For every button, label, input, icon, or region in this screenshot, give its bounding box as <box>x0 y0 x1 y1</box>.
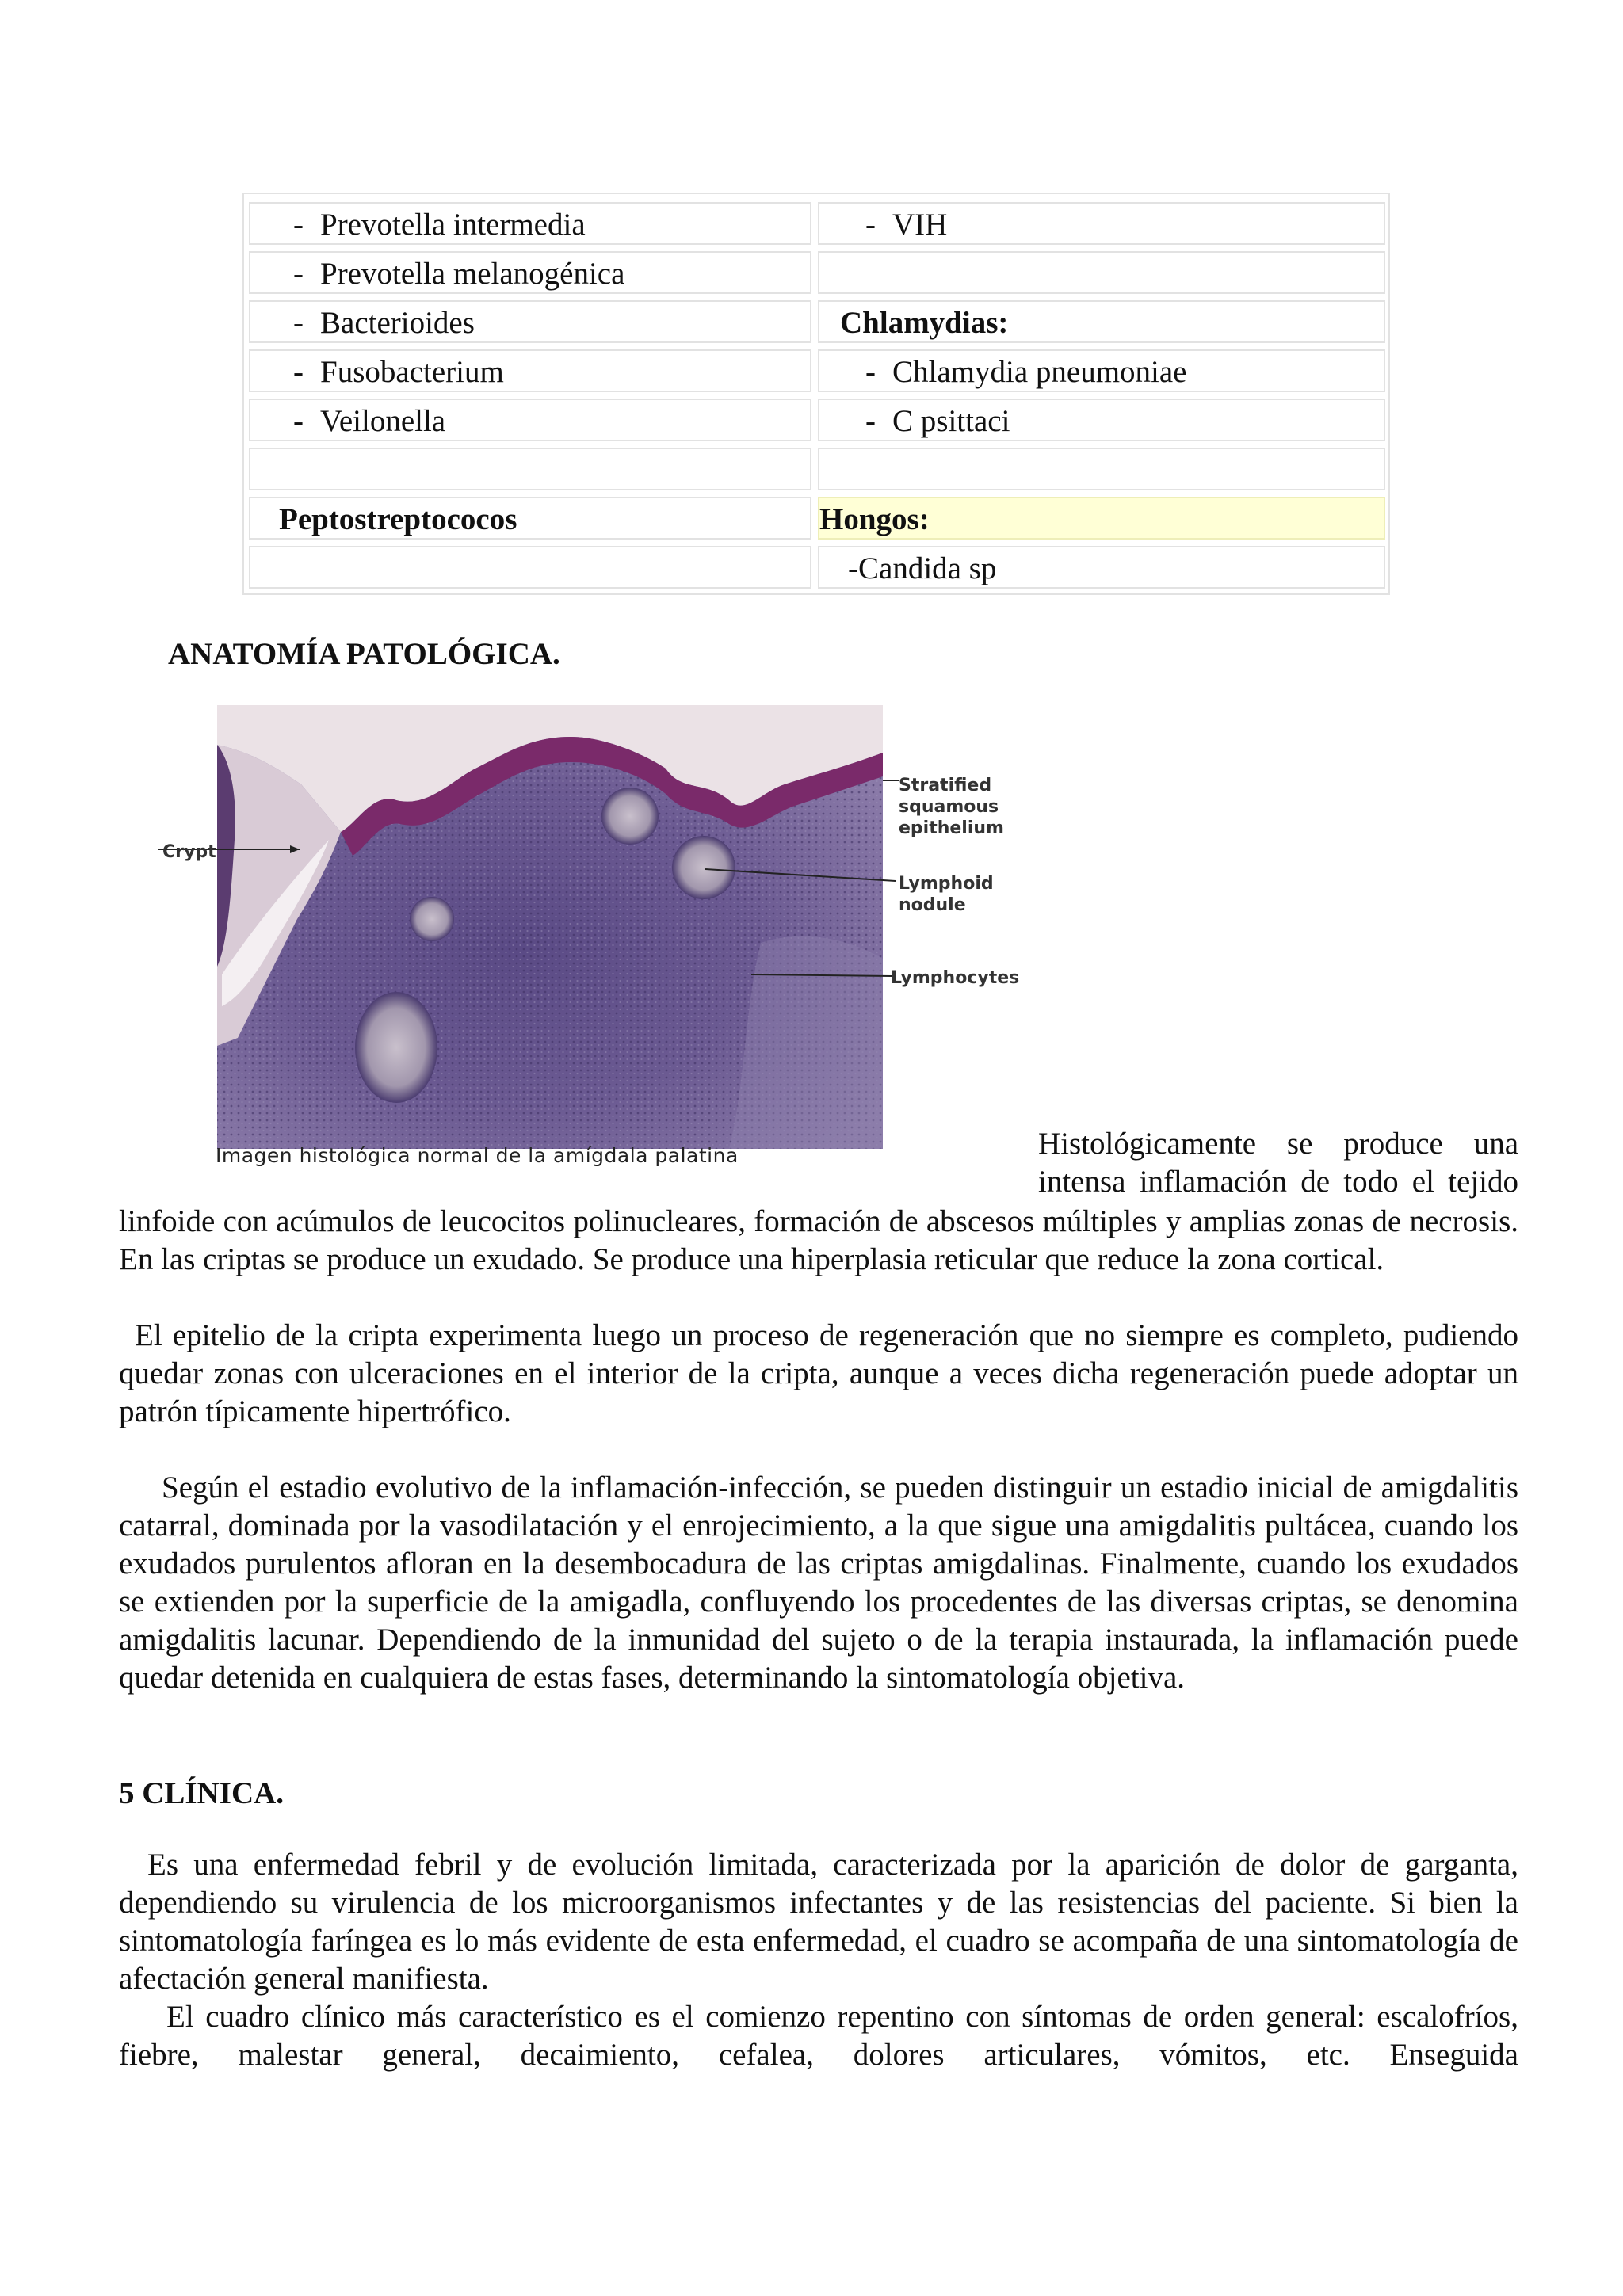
table-group-heading: Chlamydias: <box>818 300 1385 343</box>
table-cell-empty <box>818 448 1385 490</box>
paragraph-clinic-2: El cuadro clínico más característico es el comienzo repentino con síntomas de orden general: escalofríos, fiebre, malestar general, decaimiento, cefalea, dolores articulares, vómitos, etc. Enseguida <box>119 2000 1518 2072</box>
paragraph-histology: linfoide con acúmulos de leucocitos polinucleares, formación de abscesos múltiples y amplias zonas de necrosis. En las criptas se produce un exudado. Se produce una hiperplasia reticular que reduce la zona cortical. <box>119 1204 1518 1276</box>
table-cell: - Prevotella intermedia <box>249 202 812 245</box>
table-cell: - Prevotella melanogénica <box>249 251 812 294</box>
figure-caption: Imagen histológica normal de la amígdala palatina <box>216 1144 739 1167</box>
table-cell-empty <box>818 251 1385 294</box>
histology-image <box>158 705 1022 1180</box>
histology-figure <box>158 705 1022 1180</box>
table-cell: - C psittaci <box>818 399 1385 441</box>
figure-label-epithelium: Stratified squamous epithelium <box>899 776 1004 838</box>
paragraph-side-text: Histológicamente se produce una intensa inflamación de todo el tejido <box>1038 1127 1518 1199</box>
figure-label-crypt: Crypt <box>162 842 216 862</box>
table-cell: - Chlamydia pneumoniae <box>818 349 1385 392</box>
table-group-heading-highlighted: Hongos: <box>818 497 1385 540</box>
section-heading-clinic: 5 CLÍNICA. <box>119 1776 285 1810</box>
figure-label-lymphocytes: Lymphocytes <box>891 968 1020 988</box>
table-cell: -Candida sp <box>818 546 1385 589</box>
microorganism-table <box>242 193 1390 595</box>
table-cell: - Fusobacterium <box>249 349 812 392</box>
paragraph-stages: Según el estadio evolutivo de la inflamación-infección, se pueden distinguir un estadio inicial de amigdalitis catarral, dominada por la vasodilatación y el enrojecimiento, a la que sigue una amigdalitis pultácea, cuando los exudados purulentos afloran en la desembocadura de las criptas amigdalinas. Finalmente, cuando los exudados se extienden por la superficie de la amigadla, confluyendo los procedentes de las diversas criptas, se denomina amigdalitis lacunar. Dependiendo de la inmunidad del sujeto o de la terapia instaurada, la inflamación puede quedar detenida en cualquiera de estas fases, determinando la sintomatología objetiva. <box>119 1470 1518 1695</box>
paragraph-clinic-1: Es una enfermedad febril y de evolución limitada, caracterizada por la aparición de dolor de garganta, dependiendo su virulencia de los microorganismos infectantes y de las resistencias del paciente. Si bien la sintomatología faríngea es lo más evidente de esta enfermedad, el cuadro se acompaña de una sintomatología de afectación general manifiesta. <box>119 1848 1518 1996</box>
table-cell: - VIH <box>818 202 1385 245</box>
paragraph-epithelium: El epitelio de la cripta experimenta luego un proceso de regeneración que no siempre es completo, pudiendo quedar zonas con ulceraciones en el interior de la cripta, aunque a veces dicha regeneración puede adoptar un patrón típicamente hipertrófico. <box>119 1318 1518 1428</box>
table-cell: - Veilonella <box>249 399 812 441</box>
figure-label-nodule: Lymphoid nodule <box>899 874 994 915</box>
table-cell-empty <box>249 546 812 589</box>
section-heading-pathology: ANATOMÍA PATOLÓGICA. <box>168 637 560 671</box>
table-group-heading: Peptostreptococos <box>249 497 812 540</box>
table-cell: - Bacterioides <box>249 300 812 343</box>
table-cell-empty <box>249 448 812 490</box>
